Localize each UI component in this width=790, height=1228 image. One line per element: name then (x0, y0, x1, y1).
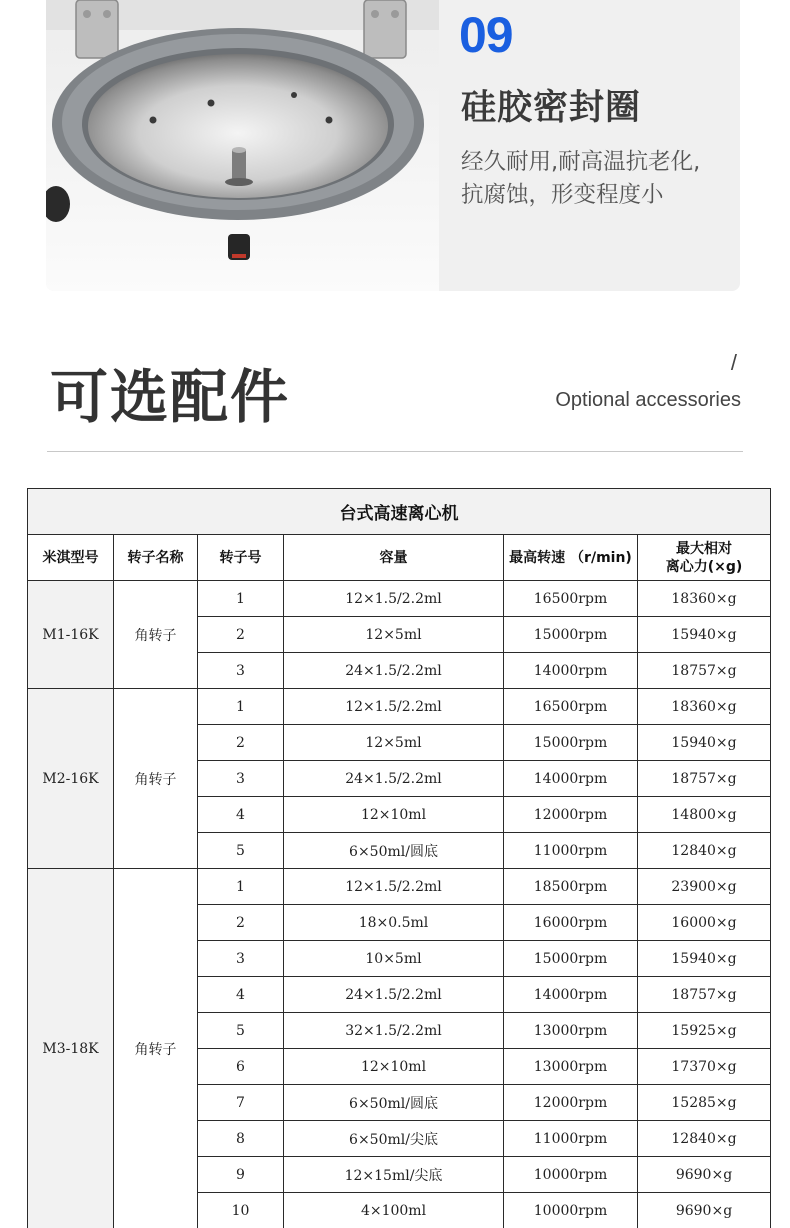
table-row (28, 689, 771, 725)
max-rcf-cell: 18757×g (638, 761, 771, 797)
max-speed-cell: 13000rpm (504, 1049, 638, 1085)
rotor-number-cell: 4 (198, 797, 284, 833)
max-speed-cell: 11000rpm (504, 833, 638, 869)
rotor-number-cell: 1 (198, 689, 284, 725)
rotor-number-cell: 3 (198, 941, 284, 977)
rotor-number-cell: 8 (198, 1121, 284, 1157)
rotor-name-cell: 角转子 (114, 689, 198, 869)
section-title: 可选配件 (50, 363, 291, 431)
header-rotor-name: 转子名称 (114, 535, 198, 581)
max-rcf-cell: 15940×g (638, 941, 771, 977)
max-rcf-cell: 17370×g (638, 1049, 771, 1085)
table-caption: 台式高速离心机 (28, 489, 771, 535)
model-cell: M3-18K (28, 869, 114, 1228)
section-divider (47, 451, 743, 452)
model-cell: M1-16K (28, 581, 114, 689)
feature-description-line: 抗腐蚀，形变程度小 (461, 182, 664, 208)
capacity-cell: 12×5ml (284, 617, 504, 653)
rotor-number-cell: 2 (198, 905, 284, 941)
feature-title: 硅胶密封圈 (461, 88, 642, 128)
capacity-cell: 6×50ml/圆底 (284, 833, 504, 869)
capacity-cell: 24×1.5/2.2ml (284, 653, 504, 689)
seal-ring-photo (46, 0, 439, 291)
max-speed-cell: 14000rpm (504, 977, 638, 1013)
rotor-number-cell: 7 (198, 1085, 284, 1121)
max-rcf-cell: 15940×g (638, 725, 771, 761)
max-speed-cell: 15000rpm (504, 617, 638, 653)
max-speed-cell: 10000rpm (504, 1157, 638, 1193)
rotor-number-cell: 6 (198, 1049, 284, 1085)
max-rcf-cell: 12840×g (638, 833, 771, 869)
max-speed-cell: 11000rpm (504, 1121, 638, 1157)
max-rcf-cell: 14800×g (638, 797, 771, 833)
feature-description (461, 146, 740, 212)
max-speed-cell: 12000rpm (504, 797, 638, 833)
rotor-number-cell: 1 (198, 581, 284, 617)
header-max-rcf: 最大相对 离心力(×g) (638, 535, 771, 581)
capacity-cell: 12×1.5/2.2ml (284, 689, 504, 725)
max-speed-cell: 15000rpm (504, 725, 638, 761)
model-cell: M2-16K (28, 689, 114, 869)
max-rcf-cell: 23900×g (638, 869, 771, 905)
header-model: 米淇型号 (28, 535, 114, 581)
rotor-number-cell: 3 (198, 653, 284, 689)
max-speed-cell: 14000rpm (504, 653, 638, 689)
capacity-cell: 12×15ml/尖底 (284, 1157, 504, 1193)
capacity-cell: 18×0.5ml (284, 905, 504, 941)
max-rcf-cell: 15940×g (638, 617, 771, 653)
header-capacity: 容量 (284, 535, 504, 581)
table-header-row (28, 535, 771, 581)
feature-number: 09 (459, 7, 513, 63)
max-rcf-cell: 15285×g (638, 1085, 771, 1121)
max-rcf-cell: 18360×g (638, 689, 771, 725)
max-rcf-cell: 18757×g (638, 977, 771, 1013)
section-subtitle: Optional accessories (555, 389, 741, 411)
rotor-number-cell: 2 (198, 725, 284, 761)
rotor-number-cell: 3 (198, 761, 284, 797)
capacity-cell: 12×5ml (284, 725, 504, 761)
rotor-name-cell: 角转子 (114, 869, 198, 1228)
rotor-number-cell: 4 (198, 977, 284, 1013)
rotor-number-cell: 1 (198, 869, 284, 905)
capacity-cell: 24×1.5/2.2ml (284, 977, 504, 1013)
centrifuge-spec-table (27, 488, 771, 1228)
feature-card (46, 0, 740, 291)
capacity-cell: 12×10ml (284, 797, 504, 833)
max-rcf-cell: 12840×g (638, 1121, 771, 1157)
section-slash: / (730, 350, 737, 375)
capacity-cell: 6×50ml/圆底 (284, 1085, 504, 1121)
capacity-cell: 32×1.5/2.2ml (284, 1013, 504, 1049)
max-speed-cell: 16500rpm (504, 689, 638, 725)
rotor-number-cell: 5 (198, 833, 284, 869)
rotor-number-cell: 5 (198, 1013, 284, 1049)
max-rcf-cell: 15925×g (638, 1013, 771, 1049)
capacity-cell: 6×50ml/尖底 (284, 1121, 504, 1157)
max-speed-cell: 13000rpm (504, 1013, 638, 1049)
capacity-cell: 12×10ml (284, 1049, 504, 1085)
max-speed-cell: 15000rpm (504, 941, 638, 977)
max-speed-cell: 14000rpm (504, 761, 638, 797)
rotor-number-cell: 9 (198, 1157, 284, 1193)
feature-description-line: 经久耐用,耐高温抗老化, (461, 149, 701, 175)
capacity-cell: 12×1.5/2.2ml (284, 869, 504, 905)
max-rcf-cell: 18757×g (638, 653, 771, 689)
max-speed-cell: 12000rpm (504, 1085, 638, 1121)
table-row (28, 581, 771, 617)
rotor-number-cell: 10 (198, 1193, 284, 1228)
capacity-cell: 10×5ml (284, 941, 504, 977)
rotor-name-cell: 角转子 (114, 581, 198, 689)
header-max-speed: 最高转速 （r/min) (504, 535, 638, 581)
max-speed-cell: 16500rpm (504, 581, 638, 617)
feature-text (459, 0, 739, 291)
max-rcf-cell: 9690×g (638, 1157, 771, 1193)
table-row (28, 869, 771, 905)
max-speed-cell: 10000rpm (504, 1193, 638, 1228)
capacity-cell: 12×1.5/2.2ml (284, 581, 504, 617)
max-speed-cell: 16000rpm (504, 905, 638, 941)
capacity-cell: 24×1.5/2.2ml (284, 761, 504, 797)
rotor-number-cell: 2 (198, 617, 284, 653)
capacity-cell: 4×100ml (284, 1193, 504, 1228)
max-rcf-cell: 16000×g (638, 905, 771, 941)
header-rotor-number: 转子号 (198, 535, 284, 581)
max-speed-cell: 18500rpm (504, 869, 638, 905)
max-rcf-cell: 9690×g (638, 1193, 771, 1228)
max-rcf-cell: 18360×g (638, 581, 771, 617)
